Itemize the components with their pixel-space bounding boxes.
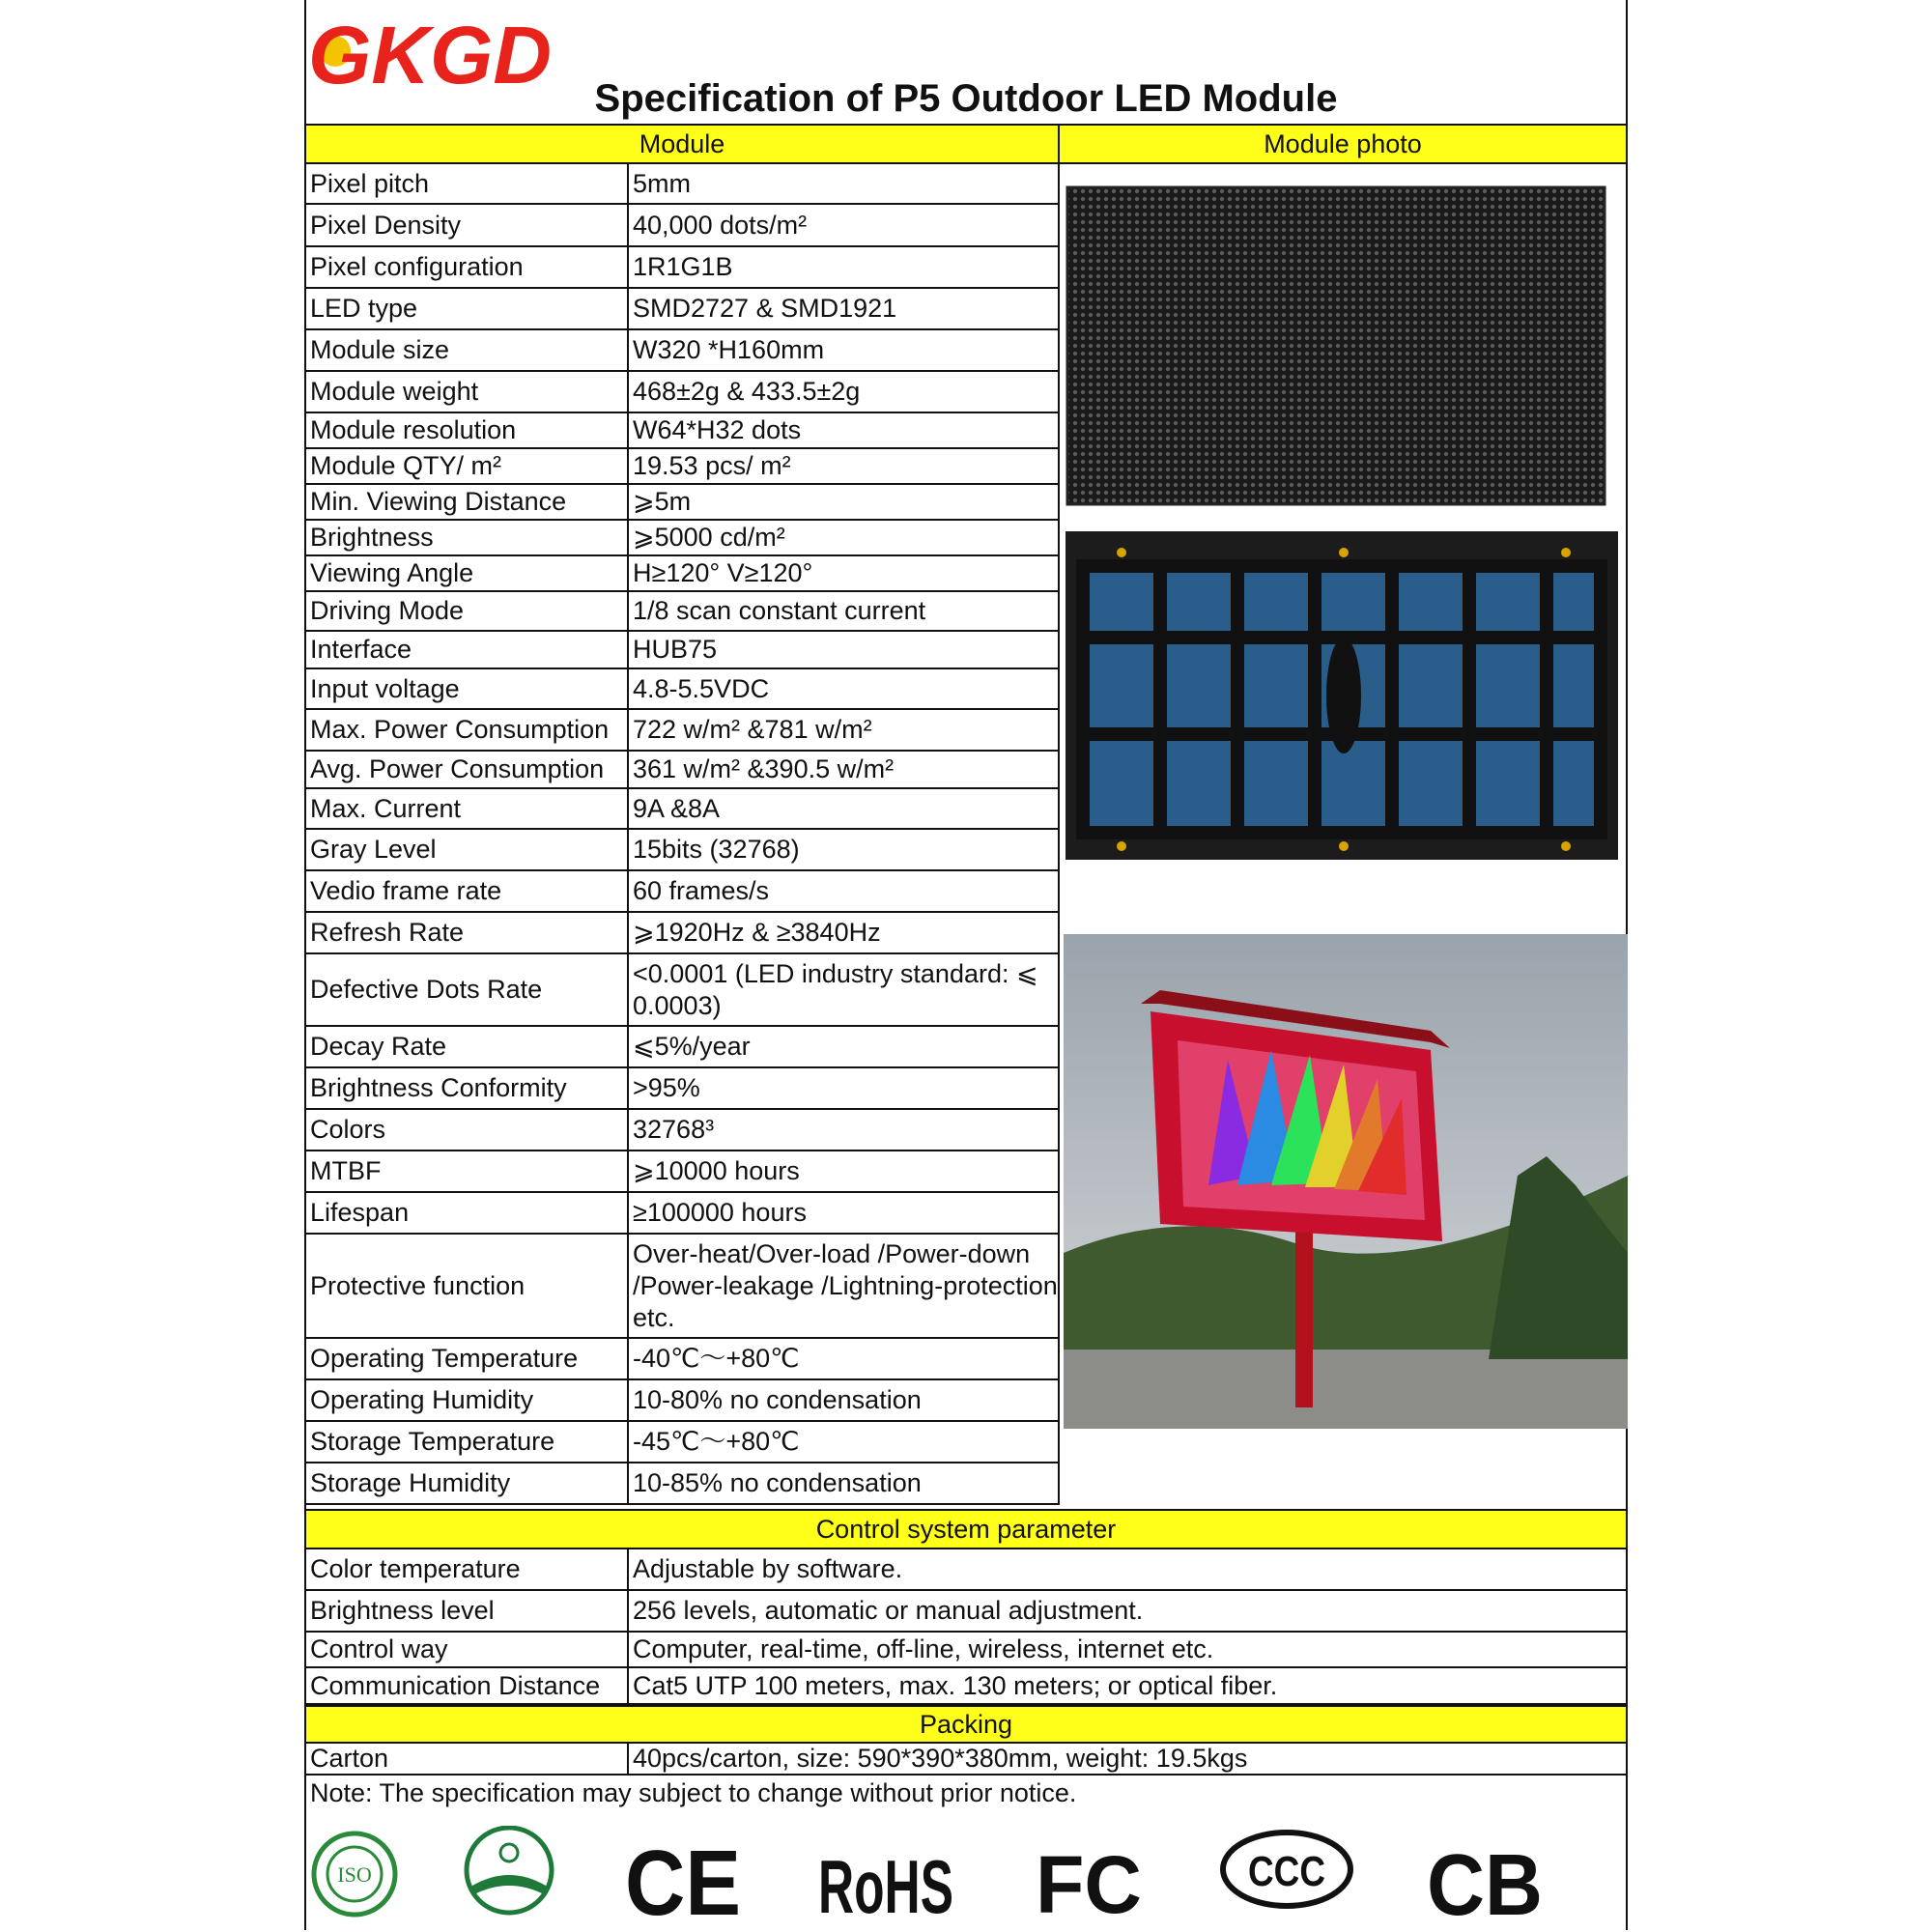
spec-value: 5mm [629,164,1060,205]
spec-label: Brightness [306,521,629,556]
fc-logo-icon: FC [1036,1839,1142,1922]
spec-value: 1R1G1B [629,247,1060,289]
spec-label: Gray Level [306,830,629,871]
module-header: Module [306,124,1060,164]
spec-label: Operating Humidity [306,1380,629,1422]
spec-value: 32768³ [629,1110,1060,1151]
environmental-logo-icon [467,1828,552,1913]
spec-label: Carton [306,1744,629,1776]
module-back-photo [1064,531,1628,860]
spec-label: Driving Mode [306,592,629,632]
packing-header: Packing [306,1705,1626,1744]
spec-label: Module weight [306,372,629,413]
spec-label: Control way [306,1633,629,1668]
spec-label: Defective Dots Rate [306,954,629,1027]
spec-value: 40pcs/carton, size: 590*390*380mm, weight: 19.5kgs [629,1744,1626,1776]
spec-label: Avg. Power Consumption [306,752,629,789]
spec-value: HUB75 [629,632,1060,669]
spec-value: 468±2g & 433.5±2g [629,372,1060,413]
spec-label: Brightness level [306,1591,629,1633]
spec-value: 15bits (32768) [629,830,1060,871]
spec-label: Storage Humidity [306,1463,629,1505]
disclaimer-note: Note: The specification may subject to change without prior notice. [310,1778,1077,1807]
svg-text:CCC: CCC [1248,1848,1325,1895]
spec-value: ⩽5%/year [629,1027,1060,1068]
spec-label: Min. Viewing Distance [306,485,629,521]
spec-value: SMD2727 & SMD1921 [629,289,1060,330]
certification-logos [306,1826,1626,1922]
spec-value: W320 *H160mm [629,330,1060,372]
spec-label: Protective function [306,1235,629,1339]
spec-value: 9A &8A [629,789,1060,830]
spec-value: <0.0001 (LED industry standard: ⩽ 0.0003) [629,954,1060,1027]
spec-value: 4.8-5.5VDC [629,669,1060,710]
spec-value: Adjustable by software. [629,1549,1626,1591]
spec-label: Color temperature [306,1549,629,1591]
outdoor-screen-photo [1064,934,1628,1429]
spec-label: Module QTY/ m² [306,449,629,485]
spec-value: 10-80% no condensation [629,1380,1060,1422]
spec-value: ⩾5000 cd/m² [629,521,1060,556]
spec-label: Module size [306,330,629,372]
logo-text: GKGD [308,10,552,90]
spec-value: 19.53 pcs/ m² [629,449,1060,485]
spec-value: Computer, real-time, off-line, wireless, internet etc. [629,1633,1626,1668]
spec-value: 256 levels, automatic or manual adjustment. [629,1591,1626,1633]
spec-value: -40℃～+80℃ [629,1339,1060,1380]
iso-logo-icon [314,1833,395,1915]
spec-value: Over-heat/Over-load /Power-down /Power-leakage /Lightning-protection etc. [629,1235,1060,1339]
spec-value: H≥120° V≥120° [629,556,1060,592]
spec-label: LED type [306,289,629,330]
spec-value: 60 frames/s [629,871,1060,913]
spec-label: Refresh Rate [306,913,629,954]
spec-label: Pixel pitch [306,164,629,205]
spec-label: Module resolution [306,413,629,449]
spec-value: 1/8 scan constant current [629,592,1060,632]
spec-value: ⩾10000 hours [629,1151,1060,1193]
ce-logo-icon: CE [625,1832,741,1922]
spec-label: Max. Power Consumption [306,710,629,752]
module-photo-header: Module photo [1060,124,1626,164]
spec-value: ⩾1920Hz & ≥3840Hz [629,913,1060,954]
spec-value: ≥100000 hours [629,1193,1060,1235]
cb-logo-icon: CB [1427,1837,1543,1922]
spec-label: Lifespan [306,1193,629,1235]
spec-value: -45℃～+80℃ [629,1422,1060,1463]
spec-value: 722 w/m² &781 w/m² [629,710,1060,752]
svg-text:ISO: ISO [337,1862,372,1887]
spec-label: Pixel configuration [306,247,629,289]
spec-label: Storage Temperature [306,1422,629,1463]
spec-label: Input voltage [306,669,629,710]
spec-value: 40,000 dots/m² [629,205,1060,247]
spec-value: 10-85% no condensation [629,1463,1060,1505]
spec-value: >95% [629,1068,1060,1110]
page-title: Specification of P5 Outdoor LED Module [594,77,1338,120]
spec-value: Cat5 UTP 100 meters, max. 130 meters; or optical fiber. [629,1668,1626,1705]
rohs-logo-icon: RoHS [818,1844,953,1922]
ccc-logo-icon [1223,1833,1350,1906]
spec-label: Colors [306,1110,629,1151]
spec-sheet [304,0,1628,1930]
spec-label: Vedio frame rate [306,871,629,913]
spec-label: Communication Distance [306,1668,629,1705]
spec-value: ⩾5m [629,485,1060,521]
spec-label: Operating Temperature [306,1339,629,1380]
spec-label: Viewing Angle [306,556,629,592]
spec-label: Pixel Density [306,205,629,247]
control-system-header: Control system parameter [306,1509,1626,1549]
spec-value: W64*H32 dots [629,413,1060,449]
spec-value: 361 w/m² &390.5 w/m² [629,752,1060,789]
spec-label: Decay Rate [306,1027,629,1068]
spec-label: Interface [306,632,629,669]
spec-label: Max. Current [306,789,629,830]
spec-label: Brightness Conformity [306,1068,629,1110]
spec-label: MTBF [306,1151,629,1193]
